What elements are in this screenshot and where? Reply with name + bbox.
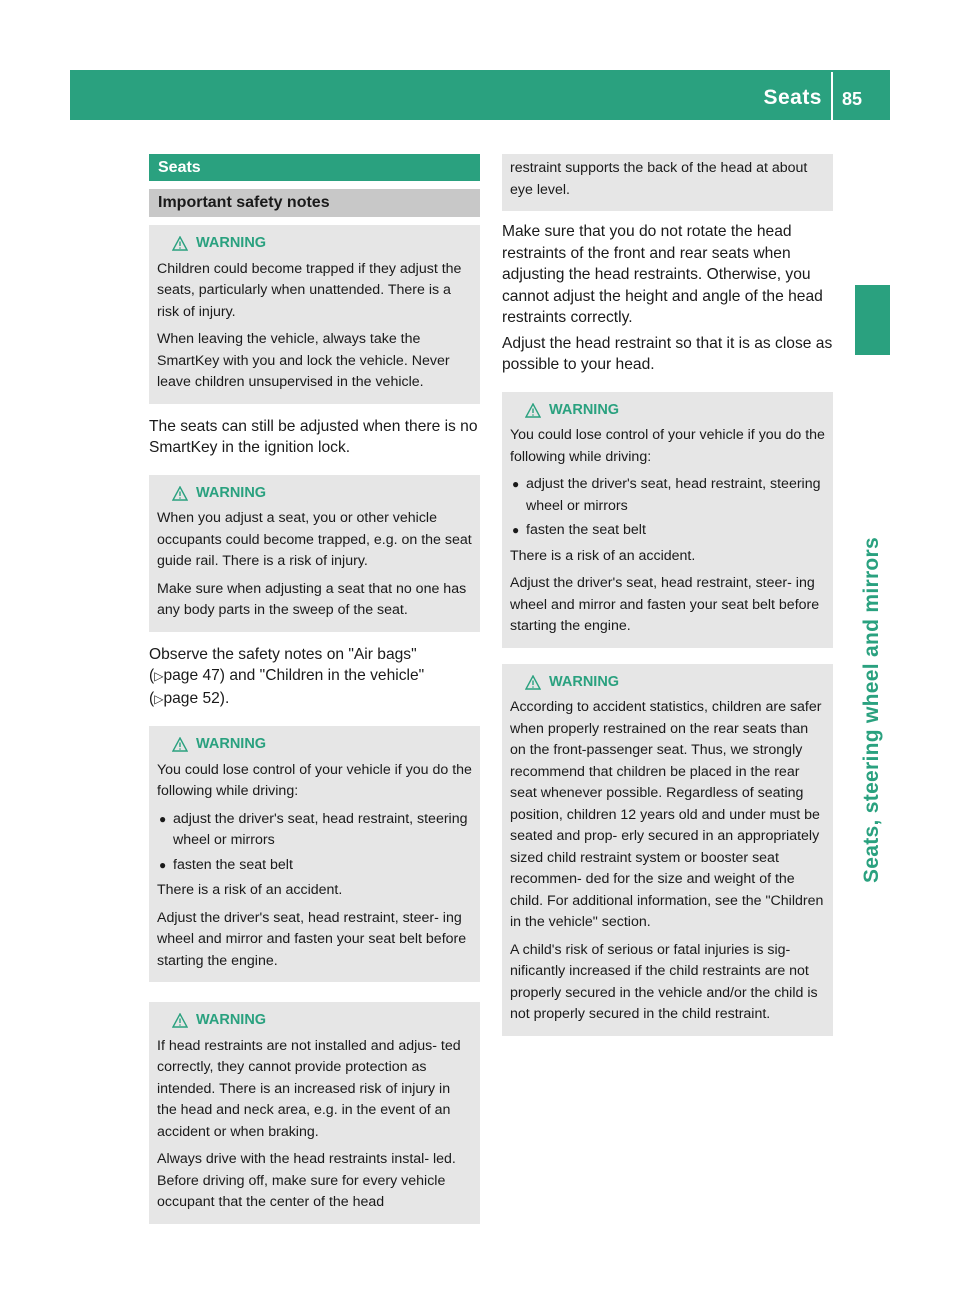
warning-box [502,392,833,648]
list-item: ● adjust the driver's seat, head restraint, steering wheel or mirrors [512,476,821,514]
warning-title [510,400,826,422]
warning-box [149,475,480,632]
page-ref-link[interactable]: page 52). [163,689,230,707]
warning-title [510,672,826,694]
warning-text: When you adjust a seat, you or other vehicle occupants could become trapped, e.g. on the seat guide rail. There is a risk of injury. [157,510,472,569]
warning-box [149,225,480,404]
body-paragraph: Make sure that you do not rotate the head restraints of the front and rear seats when adjusting the head restraints. Otherwise, you cannot adjust the height and angle of the head restraints correctly. [502,223,823,326]
cross-ref-text: Observe the safety notes on "Air bags" [149,645,417,663]
body-paragraph: Adjust the head restraint so that it is as close as possible to your head. [502,334,833,373]
warning-text: According to accident statistics, children are safer when properly restrained on the rear seats than on the front-passenger seat. Thus, we strongly recommend that children be placed in the rear seat whenever possible. Regardless of seating position, children 12 years old and under must be seated and prop- erly secured in an appropriately sized child restraint system or booster seat recommen- ded for the size and weight of the child. For additional information, see the "Children in the vehicle" section. [510,699,824,930]
warning-box [149,1002,480,1224]
header-section-title: Seats [763,86,822,109]
list-item: ● fasten the seat belt [157,855,473,877]
warning-text: A child's risk of serious or fatal injuries is sig- nificantly increased if the child restraints are not properly secured in the vehicle and/or the child is not properly secured in the child restraint. [510,941,818,1022]
warning-text: You could lose control of your vehicle if you do the following while driving: [510,427,825,465]
warning-title [157,734,473,756]
side-chapter-label-text: Seats, steering wheel and mirrors [860,536,883,884]
warning-triangle-icon [525,675,541,690]
list-item: ● fasten the seat belt [510,520,826,542]
header-divider [831,72,833,120]
warning-triangle-icon [172,486,188,501]
subheading: Important safety notes [149,189,480,217]
warning-triangle-icon [172,1013,188,1028]
body-paragraph: Observe the safety notes on "Air bags" (▷page 47) and "Children in the vehicle" (▷page 52). [149,645,425,707]
warning-triangle-icon [525,403,541,418]
warning-text: Make sure when adjusting a seat that no one has any body parts in the sweep of the seat. [157,580,467,618]
warning-title [157,483,473,505]
bullet-icon: ● [512,523,520,537]
warning-text: restraint supports the back of the head at about eye level. [510,160,808,198]
warning-text: There is a risk of an accident. [510,547,696,564]
bullet-list [157,809,473,877]
section-heading: Seats [149,154,480,181]
warning-text: Children could become trapped if they adjust the seats, particularly when unattended. There is a risk of injury. [157,260,462,320]
right-column [502,154,833,1036]
bullet-icon: ● [512,477,520,491]
body-paragraph: The seats can still be adjusted when there is no SmartKey in the ignition lock. [149,417,478,456]
warning-label: WARNING [196,1012,267,1028]
warning-text: Adjust the driver's seat, head restraint, steer- ing wheel and mirror and fasten your seat belt before starting the engine. [157,909,467,969]
warning-label: WARNING [549,401,620,418]
page-number: 85 [842,89,863,109]
page-ref-arrow-icon: ▷ [154,669,164,683]
warning-text: If head restraints are not installed and adjus- ted correctly, they cannot provide protection as intended. There is an increased risk of injury in the head and neck area, e.g. in the event of an accident or when braking. [157,1037,461,1140]
warning-label: WARNING [196,484,267,501]
page-ref-link[interactable]: page 47) and "Children in the vehicle" [163,667,425,684]
warning-text: When leaving the vehicle, always take the SmartKey with you and lock the vehicle. Never leave children unsupervised in the vehicle. [157,331,450,390]
warning-text: You could lose control of your vehicle if you do the following while driving: [157,761,472,799]
warning-box-continued [502,154,833,211]
warning-triangle-icon [172,236,188,251]
warning-text: Adjust the driver's seat, head restraint, steer- ing wheel and mirror and fasten your seat belt before starting the engine. [510,575,820,634]
warning-text: Always drive with the head restraints instal- led. Before driving off, make sure for every vehicle occupant that the center of the head [157,1151,456,1210]
warning-box [149,726,480,982]
warning-title [157,233,473,255]
list-item: ● adjust the driver's seat, head restraint, steering wheel or mirrors [159,810,468,848]
warning-label: WARNING [549,673,620,690]
bullet-icon: ● [159,857,167,872]
warning-triangle-icon [172,737,188,752]
warning-title [157,1010,473,1032]
page-ref-arrow-icon: ▷ [154,691,164,706]
bullet-list [510,474,826,542]
warning-box [502,664,833,1036]
left-column [149,154,480,1224]
bullet-icon: ● [159,811,167,826]
warning-label: WARNING [196,736,267,752]
warning-text: There is a risk of an accident. [157,882,343,898]
side-tab-marker [855,285,890,355]
warning-label: WARNING [196,235,267,251]
